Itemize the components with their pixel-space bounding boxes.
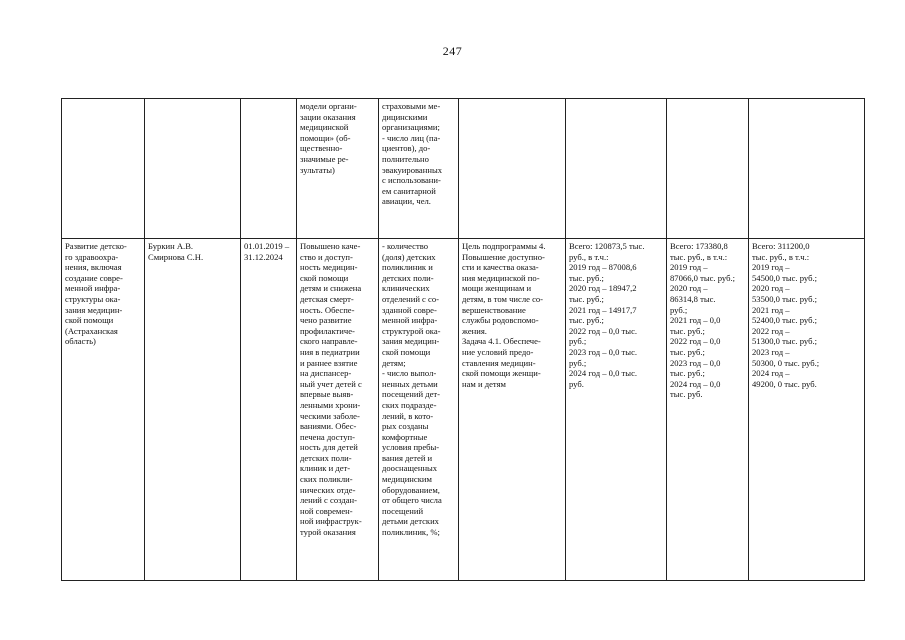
indicators-cell: - количество (доля) детских поликлиник и детских поли- клинических отделений с со- зданной совре- менной инфра- структурой ока- зания медицин- ской помощи детям; - число выпол- ненных детьми посещений дет- ских подразде- лений, в кото- рых созданы комфортные условия пребы- вания детей и дооснащенных медицинским оборудованием, от общего числа посещений детьми детских поликлиник, %; xyxy=(379,239,459,581)
table-cell xyxy=(62,99,145,239)
table-cell: страховыми ме- дицинскими организациями; - число лиц (па- циентов), до- полнительно эвакуированных с использовани- ем санитарной авиации, чел. xyxy=(379,99,459,239)
table-cell xyxy=(145,99,241,239)
table-cell xyxy=(749,99,865,239)
funding-cell: Всего: 173380,8 тыс. руб., в т.ч.: 2019 год – 87066,0 тыс. руб.; 2020 год – 86314,8 тыс. руб.; 2021 год – 0,0 тыс. руб.; 2022 год – 0,0 тыс. руб.; 2023 год – 0,0 тыс. руб.; 2024 год – 0,0 тыс. руб. xyxy=(667,239,749,581)
program-table xyxy=(61,98,865,581)
table-row xyxy=(62,239,865,581)
table-cell xyxy=(459,99,566,239)
goal-cell: Цель подпрограммы 4. Повышение доступно- сти и качества оказа- ния медицинской по- мощи женщинам и детям, в том числе со- вершенствование службы родовспомо- жения. Задача 4.1. Обеспече- ние условий предо- ставления медицин- ской помощи женщи- нам и детям xyxy=(459,239,566,581)
table-cell: модели органи- зации оказания медицинской помощи» (об- щественно- значимые ре- зультаты) xyxy=(297,99,379,239)
funding-cell: Всего: 311200,0 тыс. руб., в т.ч.: 2019 год – 54500,0 тыс. руб.; 2020 год – 53500,0 тыс. руб.; 2021 год – 52400,0 тыс. руб.; 2022 год – 51300,0 тыс. руб.; 2023 год – 50300, 0 тыс. руб.; 2024 год – 49200, 0 тыс. руб. xyxy=(749,239,865,581)
responsible-persons-cell: Буркин А.В. Смирнова С.Н. xyxy=(145,239,241,581)
table-row xyxy=(62,99,865,239)
page-number: 247 xyxy=(442,44,463,58)
funding-cell: Всего: 120873,5 тыс. руб., в т.ч.: 2019 год – 87008,6 тыс. руб.; 2020 год – 18947,2 тыс. руб.; 2021 год – 14917,7 тыс. руб.; 2022 год – 0,0 тыс. руб.; 2023 год – 0,0 тыс. руб.; 2024 год – 0,0 тыс. руб. xyxy=(566,239,667,581)
table-cell xyxy=(241,99,297,239)
project-name-cell: Развитие детско- го здравоохра- нения, включая создание совре- менной инфра- структуры ока- зания медицин- ской помощи (Астраханская область) xyxy=(62,239,145,581)
period-cell: 01.01.2019 – 31.12.2024 xyxy=(241,239,297,581)
results-cell: Повышено каче- ство и доступ- ность медицин- ской помощи детям и снижена детская смерт- ность. Обеспе- чено развитие профилактиче- ского направле- ния в педиатрии и раннее взятие на диспансер- ный учет детей с впервые выяв- ленными хрони- ческими заболе- ваниями. Обес- печена доступ- ность для детей детских поли- клиник и дет- ских поликли- нических отде- лений с создан- ной современ- ной инфраструк- турой оказания xyxy=(297,239,379,581)
table-cell xyxy=(566,99,667,239)
table-cell xyxy=(667,99,749,239)
